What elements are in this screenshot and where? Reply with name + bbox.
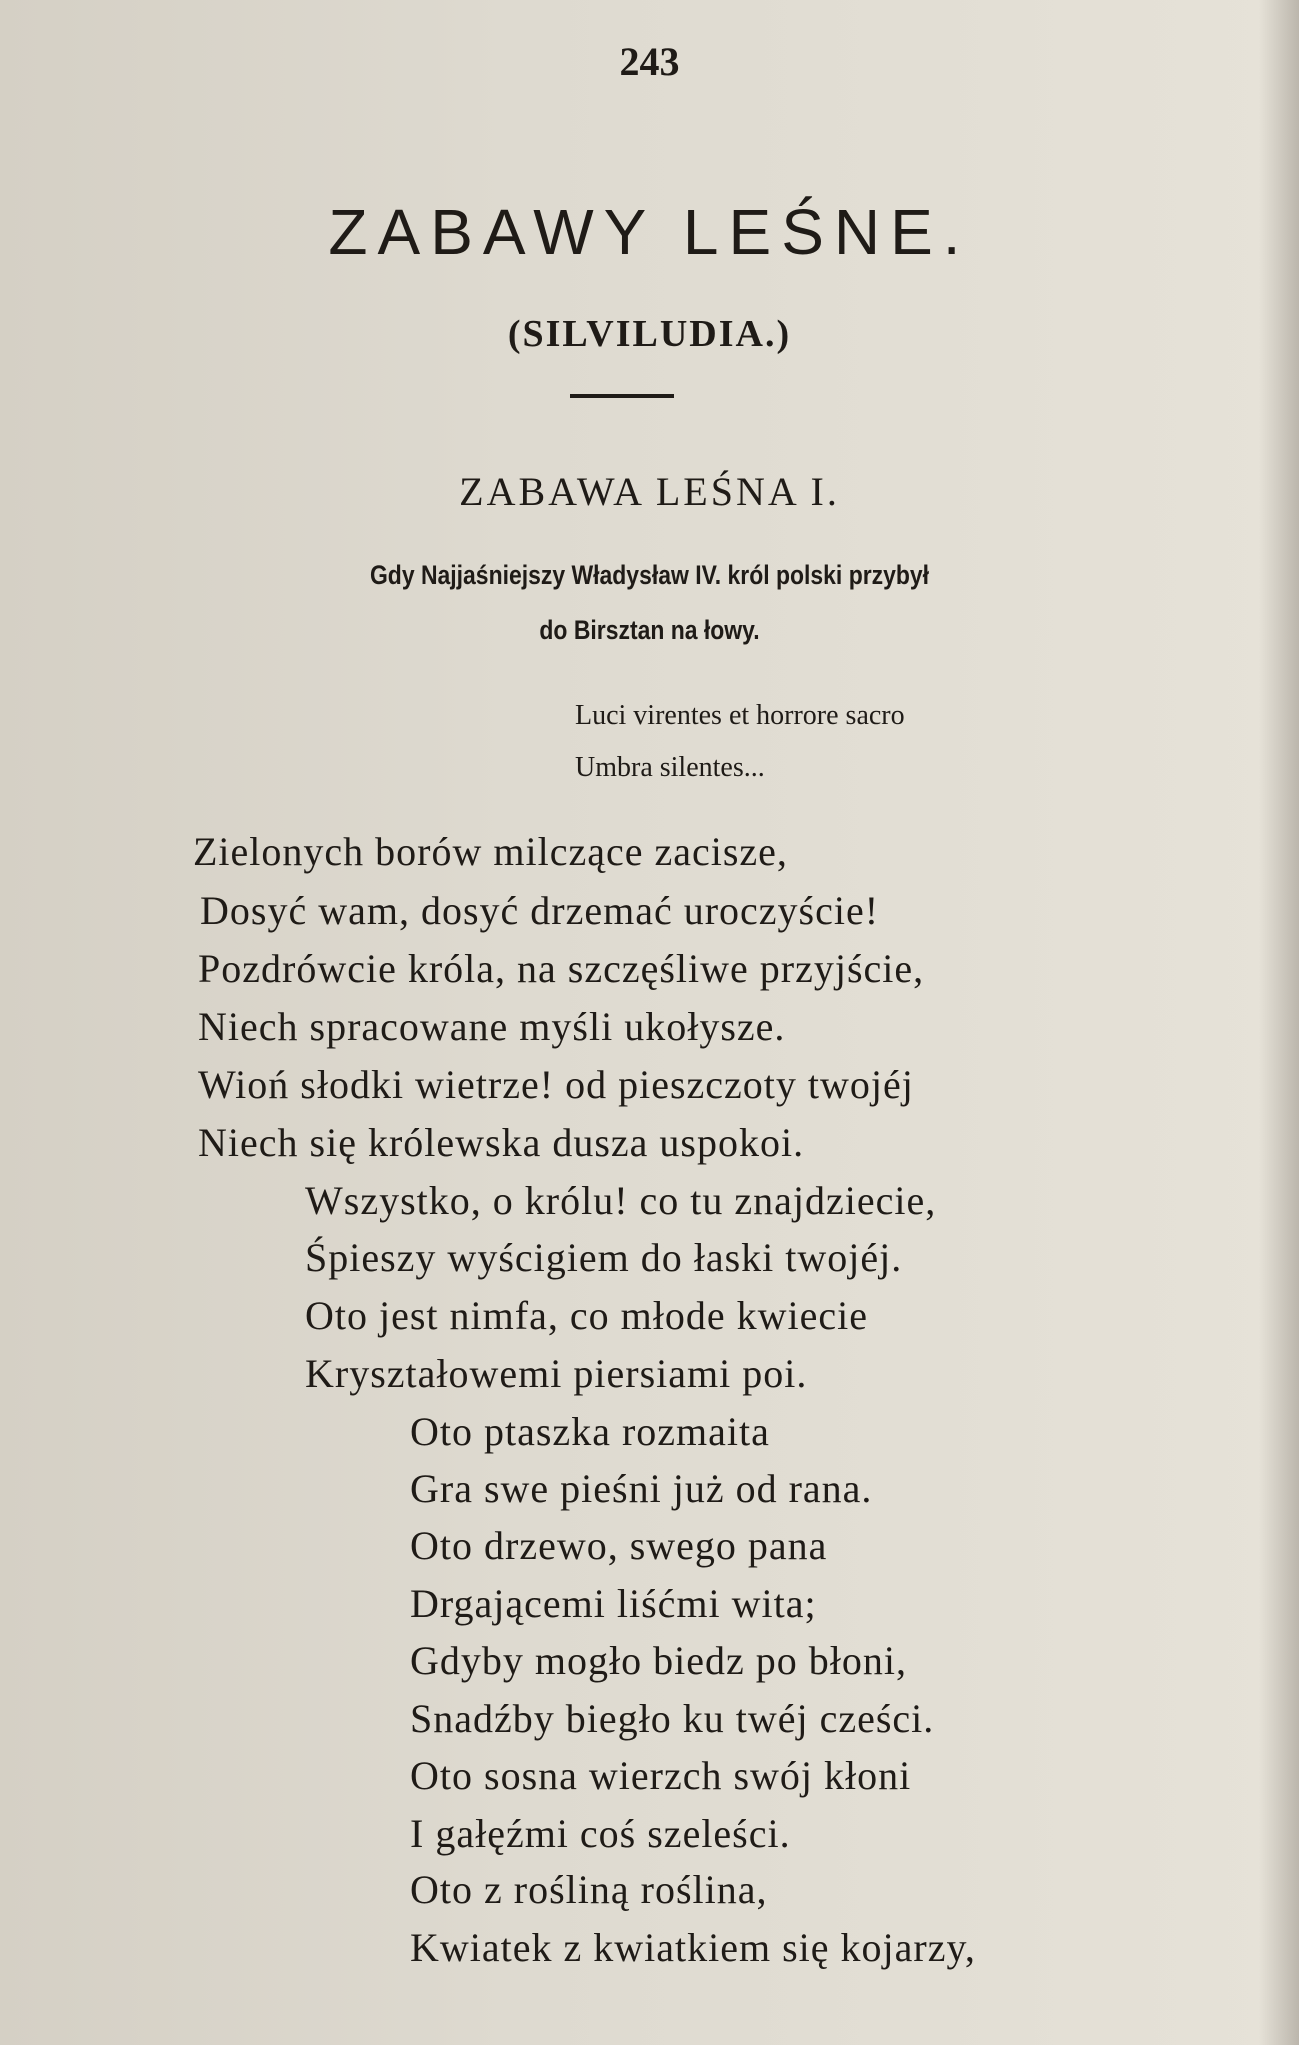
title-divider <box>570 394 674 398</box>
poem-line: Wioń słodki wietrze! od pieszczoty twojéj <box>198 1062 914 1107</box>
poem-line: Pozdrówcie króla, na szczęśliwe przyjście, <box>198 946 925 991</box>
page-number: 243 <box>619 39 680 84</box>
poem-line: Dosyć wam, dosyć drzemać uroczyście! <box>200 888 880 933</box>
dedication-note-line: do Birsztan na łowy. <box>539 615 760 645</box>
main-title: ZABAWY LEŚNE. <box>328 196 971 268</box>
poem-line: Oto ptaszka rozmaita <box>410 1409 770 1454</box>
poem-line: Gdyby mogło biedz po błoni, <box>410 1638 907 1683</box>
poem-line: Niech się królewska dusza uspokoi. <box>198 1120 805 1165</box>
poem-line: Kryształowemi piersiami poi. <box>305 1351 808 1396</box>
poem-line: Oto drzewo, swego pana <box>410 1523 828 1568</box>
section-title: ZABAWA LEŚNA I. <box>459 469 840 514</box>
poem-line: Snadźby biegło ku twéj cześci. <box>410 1696 935 1741</box>
poem-line: Oto z rośliną roślina, <box>410 1867 768 1912</box>
poem-line: Kwiatek z kwiatkiem się kojarzy, <box>410 1925 976 1970</box>
subtitle: (SILVILUDIA.) <box>507 313 792 355</box>
page-edge-shadow <box>1259 0 1299 2045</box>
poem-line: I gałęźmi coś szeleści. <box>410 1811 791 1856</box>
poem-line: Drgającemi liśćmi wita; <box>410 1581 817 1626</box>
poem-line: Zielonych borów milczące zacisze, <box>193 829 788 874</box>
poem-line: Niech spracowane myśli ukołysze. <box>198 1004 786 1049</box>
epigraph-line: Luci virentes et horrore sacro <box>575 700 905 731</box>
dedication-note-line: Gdy Najjaśniejszy Władysław IV. król polski przybył <box>369 560 930 590</box>
poem-line: Gra swe pieśni już od rana. <box>410 1466 873 1511</box>
poem-line: Wszystko, o królu! co tu znajdziecie, <box>305 1178 937 1223</box>
poem-line: Oto jest nimfa, co młode kwiecie <box>305 1293 868 1338</box>
poem-line: Śpieszy wyścigiem do łaski twojéj. <box>305 1235 903 1280</box>
epigraph-line: Umbra silentes... <box>575 752 765 783</box>
poem-line: Oto sosna wierzch swój kłoni <box>410 1753 912 1798</box>
